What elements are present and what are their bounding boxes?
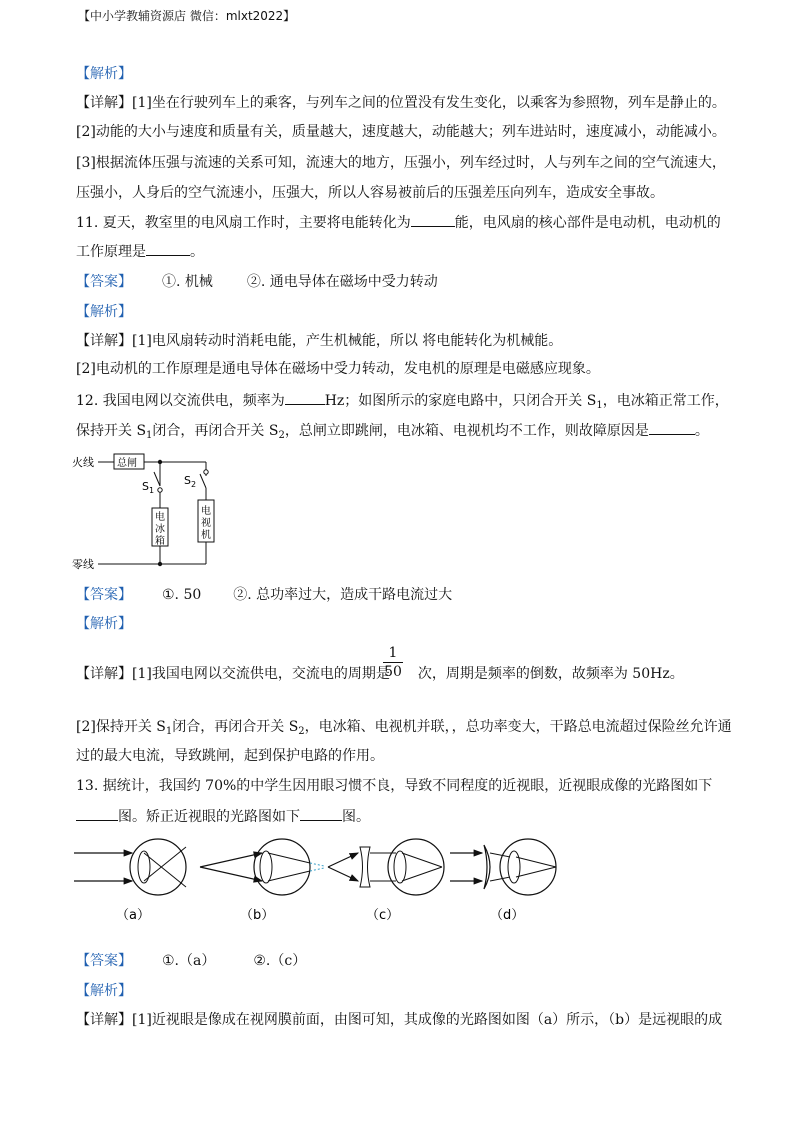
fraction-1-over-50: 1 50 bbox=[384, 645, 402, 680]
fridge-label-1: 电 bbox=[155, 512, 165, 523]
q11-stem-line1: 11. 夏天，教室里的电风扇工作时，主要将电能转化为 能，电风扇的核心部件是电动机，电动机的 bbox=[76, 212, 721, 233]
answer-blank bbox=[411, 212, 455, 227]
q11-detail-1: 【详解】[1]电风扇转动时消耗电能，产生机械能，所以 将电能转化为机械能。 bbox=[76, 333, 563, 349]
q10-detail-3a: [3]根据流体压强与流速的关系可知，流速大的地方，压强小，列车经过时，人与列车之间的空气流速大， bbox=[76, 155, 726, 171]
tv-label-2: 视 bbox=[201, 518, 211, 529]
answer-blank bbox=[649, 420, 695, 435]
answer-blank bbox=[146, 241, 190, 256]
q13-answer: 【答案】 ①.（a） ②.（c） bbox=[76, 953, 307, 969]
answer-blank bbox=[285, 390, 325, 405]
eye-diagram-b bbox=[200, 839, 324, 895]
convex-lens bbox=[484, 845, 490, 889]
q11-detail-2: [2]电动机的工作原理是通电导体在磁场中受力转动，发电机的原理是电磁感应现象。 bbox=[76, 361, 600, 377]
neutral-wire-label: 零线 bbox=[72, 558, 94, 571]
analysis-label: 【解析】 bbox=[76, 304, 132, 320]
q10-detail-1: 【详解】[1]坐在行驶列车上的乘客，与列车之间的位置没有发生变化，以乘客为参照物，列车是静止的。 bbox=[76, 95, 726, 111]
q13-detail-1: 【详解】[1]近视眼是像成在视网膜前面，由图可知，其成像的光路图如图（a）所示，（b）是远视眼的成 bbox=[76, 1012, 723, 1028]
answer-blank bbox=[300, 806, 342, 821]
switch-s1 bbox=[154, 472, 160, 486]
q12-answer: 【答案】 ①. 50 ②. 总功率过大，造成干路电流过大 bbox=[76, 587, 453, 603]
tv-label-1: 电 bbox=[201, 506, 211, 517]
tv-label-3: 机 bbox=[201, 530, 211, 541]
q11-stem-line2: 工作原理是 。 bbox=[76, 241, 204, 262]
figure-label-d: （d） bbox=[490, 908, 525, 923]
household-circuit-diagram bbox=[70, 448, 240, 576]
analysis-label: 【解析】 bbox=[76, 983, 132, 999]
switch-s2-label: $S_2$ bbox=[184, 474, 197, 489]
figure-label-b: （b） bbox=[240, 908, 275, 923]
concave-lens bbox=[360, 847, 370, 887]
junction-dot bbox=[158, 562, 162, 566]
figure-label-a: （a） bbox=[116, 908, 150, 923]
eye-optics-figure bbox=[70, 835, 590, 927]
live-wire-label: 火线 bbox=[72, 456, 94, 469]
fridge-label-2: 冰 bbox=[155, 524, 165, 535]
q12-stem-line1: 12. 我国电网以交流供电，频率为 Hz；如图所示的家庭电路中，只闭合开关 $S_1$，电冰箱正常工作， bbox=[76, 390, 729, 416]
q13-stem-line2: 图。矫正近视眼的光路图如下 图。 bbox=[76, 806, 370, 827]
analysis-label: 【解析】 bbox=[76, 616, 132, 632]
main-switch-label: 总闸 bbox=[117, 458, 137, 469]
analysis-label: 【解析】 bbox=[76, 66, 132, 82]
switch-s2 bbox=[200, 474, 206, 488]
figure-label-c: （c） bbox=[366, 908, 400, 923]
eye-diagram-a bbox=[74, 839, 186, 895]
q12-detail-2b: 过的最大电流，导致跳闸，起到保护电路的作用。 bbox=[76, 748, 384, 764]
q11-answer: 【答案】 ①. 机械 ②. 通电导体在磁场中受力转动 bbox=[76, 274, 438, 290]
q10-detail-2: [2]动能的大小与速度和质量有关，质量越大，速度越大，动能越大；列车进站时，速度减小，动能减小。 bbox=[76, 124, 726, 140]
eye-diagram-c bbox=[328, 839, 444, 895]
q12-detail-1: 【详解】[1]我国电网以交流供电，交流电的周期是 次，周期是频率的倒数，故频率为 50Hz。 bbox=[76, 666, 684, 682]
q10-detail-3b: 压强小，人身后的空气流速小，压强大，所以人容易被前后的压强差压向列车，造成安全事故。 bbox=[76, 185, 664, 201]
q12-detail-2a: [2]保持开关 $S_1$闭合，再闭合开关 $S_2$，电冰箱、电视机并联，，总功率变大，干路总电流超过保险丝允许通 bbox=[76, 719, 732, 737]
q13-stem-line1: 13. 据统计，我国约 70%的中学生因用眼习惯不良，导致不同程度的近视眼，近视眼成像的光路图如下 bbox=[76, 778, 713, 794]
watermark-header: 【中小学教辅资源店 微信：mlxt2022】 bbox=[78, 9, 296, 23]
switch-s1-label: $S_1$ bbox=[142, 480, 155, 495]
q12-stem-line2: 保持开关 $S_1$闭合，再闭合开关 $S_2$，总闸立即跳闸，电冰箱、电视机均不工作，则故障原因是 。 bbox=[76, 420, 709, 446]
answer-blank bbox=[76, 806, 118, 821]
eye-diagram-d bbox=[450, 839, 556, 895]
fridge-label-3: 箱 bbox=[155, 536, 165, 547]
